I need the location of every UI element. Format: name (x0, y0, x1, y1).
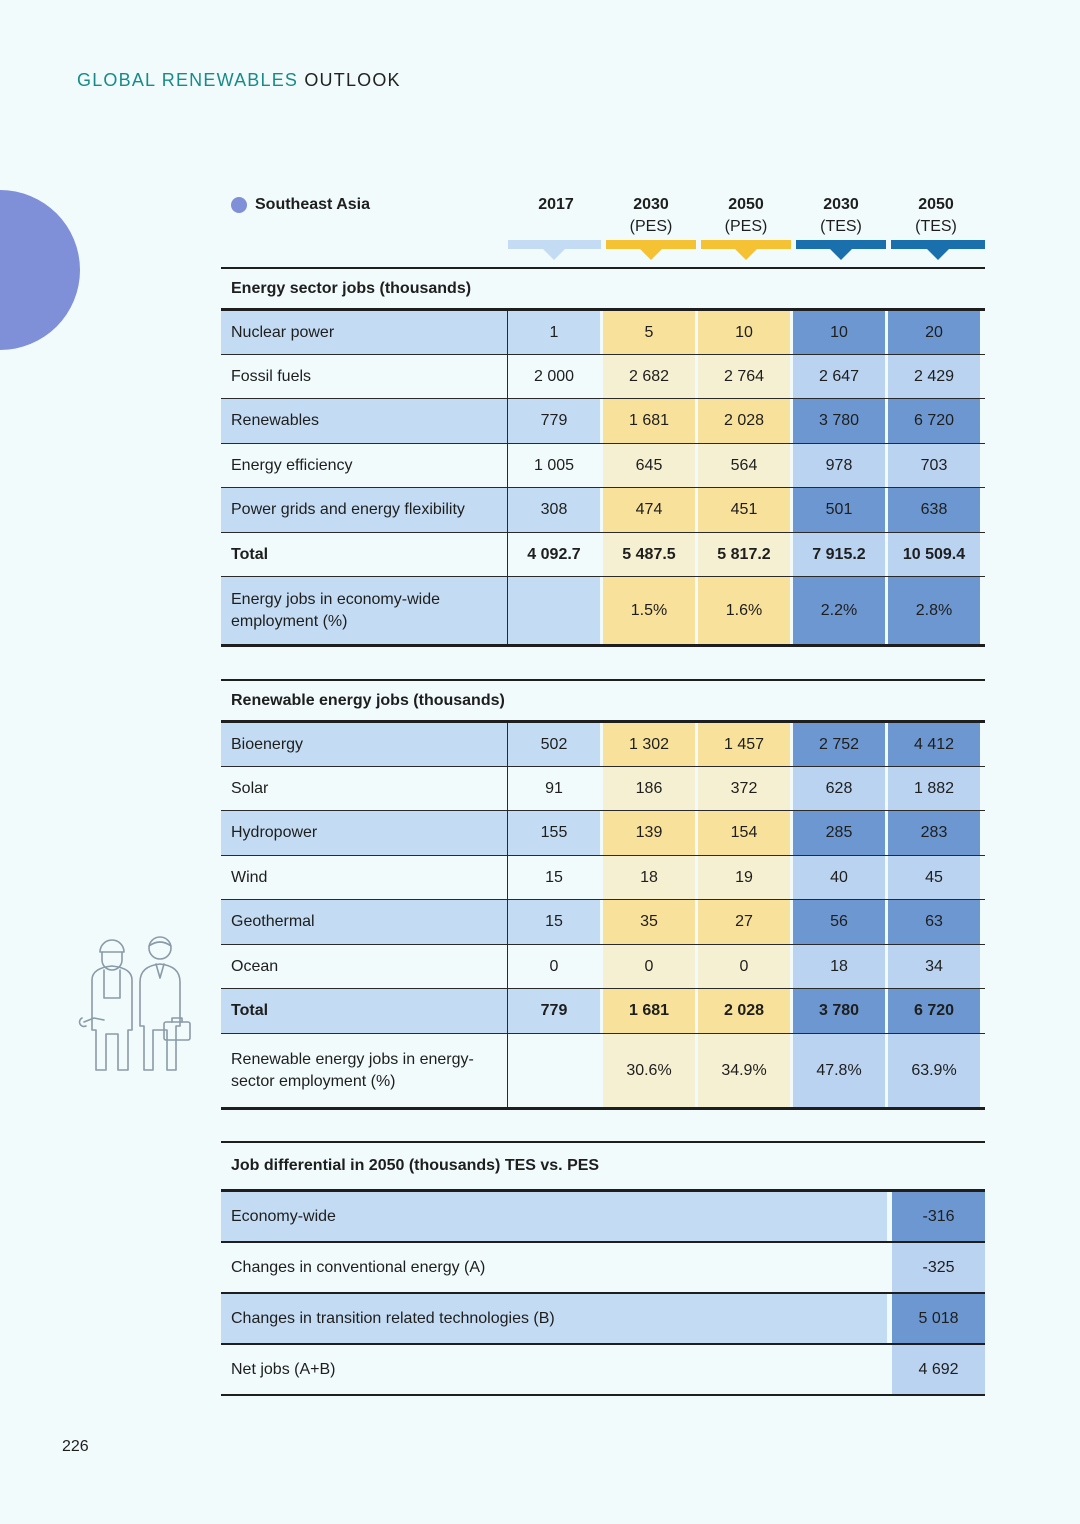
table-row (221, 767, 985, 811)
col-bar-2050-pes (701, 240, 791, 249)
running-header (77, 70, 401, 91)
col-marker-icon (735, 249, 757, 260)
job-differential-table (221, 1141, 985, 1396)
col-marker-icon (543, 249, 565, 260)
table-cell: 283 (885, 811, 980, 855)
table-row (221, 355, 985, 399)
row-label: Renewables (221, 399, 508, 443)
table-row (221, 444, 985, 488)
table-cell: 34 (885, 945, 980, 988)
table-cell: 154 (695, 811, 790, 855)
table-cell: 1.6% (695, 577, 790, 644)
table-cell: 1 302 (600, 723, 695, 766)
table-row (221, 311, 985, 355)
table-cell: 47.8% (790, 1034, 885, 1107)
table-cell: 779 (508, 989, 600, 1033)
row-label: Changes in transition related technologies (B) (221, 1294, 887, 1343)
row-label: Nuclear power (221, 311, 508, 354)
table-cell: 18 (790, 945, 885, 988)
table-cell: 451 (695, 488, 790, 532)
row-label: Fossil fuels (221, 355, 508, 398)
row-label: Total (221, 989, 508, 1033)
table-cell: 15 (508, 900, 600, 944)
table-cell: 155 (508, 811, 600, 855)
col-marker-icon (640, 249, 662, 260)
col-bar-2030-tes (796, 240, 886, 249)
table-cell: 20 (885, 311, 980, 354)
col-bar-2050-tes (891, 240, 985, 249)
table-cell: 703 (885, 444, 980, 487)
table-row (221, 989, 985, 1034)
table-cell: 19 (695, 856, 790, 899)
row-label: Renewable energy jobs in energy-sector employment (%) (221, 1034, 508, 1107)
table-cell: 1 882 (885, 767, 980, 810)
table-cell: 779 (508, 399, 600, 443)
table-cell: 0 (600, 945, 695, 988)
table-cell: 6 720 (885, 989, 980, 1033)
table-cell: 7 915.2 (790, 533, 885, 576)
table-cell: 2.8% (885, 577, 980, 644)
table-cell: 4 092.7 (508, 533, 600, 576)
renewable-jobs-table (221, 679, 985, 1110)
table-cell: 6 720 (885, 399, 980, 443)
col-head-2030-tes: 2030 (TES) (820, 196, 862, 235)
table-cell: 1 681 (600, 989, 695, 1033)
table-row (221, 1034, 985, 1110)
table-cell: 474 (600, 488, 695, 532)
table-cell: 0 (695, 945, 790, 988)
table-row (221, 1192, 985, 1243)
table-cell: 5 018 (887, 1294, 985, 1343)
table-cell: 1 (508, 311, 600, 354)
table-cell: 186 (600, 767, 695, 810)
table-cell (508, 577, 600, 644)
table-cell (508, 1034, 600, 1107)
table-cell: 3 780 (790, 399, 885, 443)
table-cell: 4 412 (885, 723, 980, 766)
table-cell: 2 000 (508, 355, 600, 398)
table-cell: 5 487.5 (600, 533, 695, 576)
row-label: Total (221, 533, 508, 576)
col-marker-icon (927, 249, 949, 260)
table-row (221, 856, 985, 900)
table-cell: 2 752 (790, 723, 885, 766)
region-name: Southeast Asia (255, 196, 370, 213)
row-label: Ocean (221, 945, 508, 988)
row-label: Energy jobs in economy-wide employment (%) (221, 577, 508, 644)
table-cell: 2 028 (695, 989, 790, 1033)
table-cell: 10 (790, 311, 885, 354)
region-label (231, 196, 370, 214)
col-marker-icon (830, 249, 852, 260)
row-label: Geothermal (221, 900, 508, 944)
table-cell: 1 681 (600, 399, 695, 443)
table-cell: 27 (695, 900, 790, 944)
table-cell: 308 (508, 488, 600, 532)
table-cell: 372 (695, 767, 790, 810)
table-cell: 91 (508, 767, 600, 810)
table-cell: 564 (695, 444, 790, 487)
row-label: Net jobs (A+B) (221, 1345, 887, 1394)
energy-sector-table (221, 267, 985, 647)
table-row (221, 811, 985, 856)
table-row (221, 488, 985, 533)
row-label: Economy-wide (221, 1192, 887, 1241)
col-head-2050-tes: 2050 (TES) (915, 196, 957, 235)
table-cell: 645 (600, 444, 695, 487)
table-cell: 34.9% (695, 1034, 790, 1107)
table-row (221, 577, 985, 647)
row-label: Energy efficiency (221, 444, 508, 487)
row-label: Wind (221, 856, 508, 899)
table-row (221, 1345, 985, 1396)
col-head-2030-pes: 2030 (PES) (629, 196, 673, 235)
table-cell: 35 (600, 900, 695, 944)
workers-icon (78, 930, 198, 1075)
table-cell: 45 (885, 856, 980, 899)
region-dot-icon (231, 197, 247, 213)
table-cell: 40 (790, 856, 885, 899)
table-row (221, 945, 985, 989)
table-cell: 30.6% (600, 1034, 695, 1107)
table-cell: 285 (790, 811, 885, 855)
col-head-2050-pes: 2050 (PES) (724, 196, 768, 235)
table-cell: 2 682 (600, 355, 695, 398)
table-cell: 15 (508, 856, 600, 899)
table-cell: 638 (885, 488, 980, 532)
table-row (221, 533, 985, 577)
energy-section-title: Energy sector jobs (thousands) (221, 267, 985, 311)
table-row (221, 1294, 985, 1345)
table-cell: 10 (695, 311, 790, 354)
table-cell: -325 (887, 1243, 985, 1292)
table-cell: 2 764 (695, 355, 790, 398)
table-cell: 3 780 (790, 989, 885, 1033)
table-cell: 10 509.4 (885, 533, 980, 576)
differential-section-title: Job differential in 2050 (thousands) TES vs. PES (221, 1141, 985, 1192)
table-cell: 56 (790, 900, 885, 944)
table-cell: 628 (790, 767, 885, 810)
table-cell: 1 457 (695, 723, 790, 766)
decorative-circle (0, 190, 80, 350)
row-label: Power grids and energy flexibility (221, 488, 508, 532)
table-row (221, 900, 985, 945)
table-cell: 63 (885, 900, 980, 944)
col-head-2017: 2017 (538, 196, 574, 213)
table-cell: 502 (508, 723, 600, 766)
row-label: Bioenergy (221, 723, 508, 766)
table-row (221, 723, 985, 767)
table-row (221, 1243, 985, 1294)
table-cell: 18 (600, 856, 695, 899)
table-cell: -316 (887, 1192, 985, 1241)
col-bar-2030-pes (606, 240, 696, 249)
row-label: Hydropower (221, 811, 508, 855)
table-cell: 2 028 (695, 399, 790, 443)
table-cell: 4 692 (887, 1345, 985, 1394)
table-cell: 2 647 (790, 355, 885, 398)
table-cell: 2.2% (790, 577, 885, 644)
row-label: Solar (221, 767, 508, 810)
table-cell: 63.9% (885, 1034, 980, 1107)
table-cell: 978 (790, 444, 885, 487)
page-number: 226 (62, 1438, 89, 1455)
table-row (221, 399, 985, 444)
table-cell: 1 005 (508, 444, 600, 487)
table-cell: 5 817.2 (695, 533, 790, 576)
header-accent: GLOBAL RENEWABLES (77, 70, 299, 90)
header-plain: OUTLOOK (304, 70, 401, 90)
col-bar-2017 (508, 240, 601, 249)
table-cell: 0 (508, 945, 600, 988)
row-label: Changes in conventional energy (A) (221, 1243, 887, 1292)
table-cell: 1.5% (600, 577, 695, 644)
table-cell: 2 429 (885, 355, 980, 398)
renewable-section-title: Renewable energy jobs (thousands) (221, 679, 985, 723)
table-cell: 501 (790, 488, 885, 532)
table-cell: 5 (600, 311, 695, 354)
table-cell: 139 (600, 811, 695, 855)
